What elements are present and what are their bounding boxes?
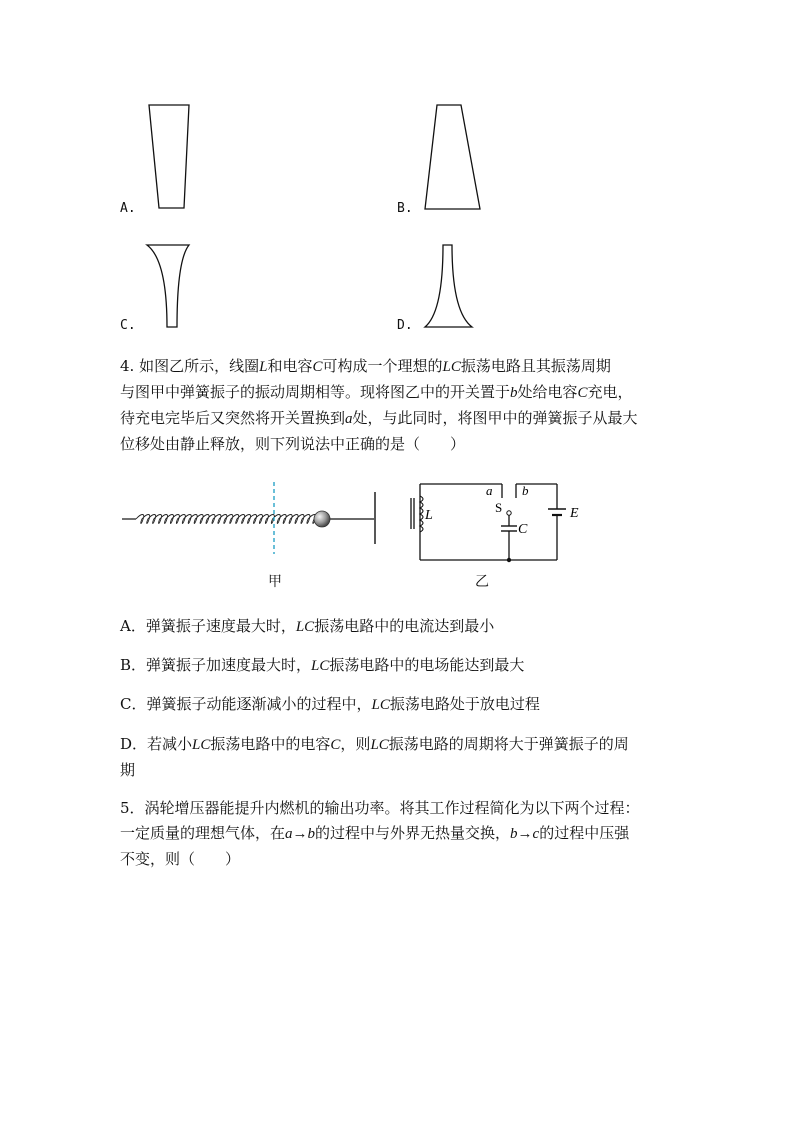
option-b-figure <box>420 98 490 216</box>
option-b-label: B. <box>397 201 413 216</box>
curved-shape-c <box>147 245 189 327</box>
q5-line-2: 一定质量的理想气体，在a→b的过程中与外界无热量交换，b→c的过程中压强 <box>120 824 630 842</box>
q4-line-2: 与图甲中弹簧振子的振动周期相等。现将图乙中的开关置于b处给电容C充电， <box>120 383 633 401</box>
figure-jia-label: 甲 <box>268 574 282 590</box>
terminal-b-label: b <box>522 483 529 498</box>
junction-dot <box>507 558 511 562</box>
q4-line-4: 位移处由静止释放，则下列说法中正确的是（ ） <box>120 435 466 453</box>
capacitor-label: C <box>518 522 528 537</box>
q4-option-b: B．弹簧振子加速度最大时，LC振荡电路中的电场能达到最大 <box>120 656 525 674</box>
option-c-figure <box>140 238 200 334</box>
switch-label: S <box>495 500 503 515</box>
lc-circuit-figure <box>402 476 592 576</box>
question-4-text <box>120 354 690 457</box>
switch-pivot <box>507 511 511 515</box>
inductor-label: L <box>425 508 433 523</box>
inductor-coil <box>420 496 423 532</box>
terminal-a-label: a <box>486 483 493 498</box>
trapezoid-shape-b <box>425 105 480 209</box>
battery-label: E <box>570 506 579 521</box>
trapezoid-shape-a <box>149 105 189 208</box>
oscillator-ball <box>314 511 330 527</box>
q4-option-a: A．弹簧振子速度最大时，LC振荡电路中的电流达到最小 <box>120 617 495 635</box>
q4-option-d: D．若减小LC振荡电路中的电容C，则LC振荡电路的周期将大于弹簧振子的周 期 <box>120 735 629 779</box>
spring-oscillator-figure <box>118 478 388 568</box>
option-d-label: D. <box>397 318 413 333</box>
option-a-label: A. <box>120 201 136 216</box>
curved-shape-d <box>425 245 472 327</box>
q4-line-3: 待充电完毕后又突然将开关置换到a处，与此同时，将图甲中的弹簧振子从最大 <box>120 409 638 427</box>
q4-option-c: C．弹簧振子动能逐渐减小的过程中，LC振荡电路处于放电过程 <box>120 695 540 713</box>
q5-line-1: 5．涡轮增压器能提升内燃机的输出功率。将其工作过程简化为以下两个过程： <box>120 799 640 817</box>
spring-coil <box>136 515 316 524</box>
q4-line-1: 4. 如图乙所示，线圈L和电容C可构成一个理想的LC振荡电路且其振荡周期 <box>120 357 611 375</box>
figure-yi-label: 乙 <box>475 574 489 590</box>
question-5-text <box>120 796 700 872</box>
option-a-figure <box>140 98 200 216</box>
option-d-figure <box>418 238 480 334</box>
option-c-label: C. <box>120 318 136 333</box>
q5-line-3: 不变，则（ ） <box>120 850 241 868</box>
